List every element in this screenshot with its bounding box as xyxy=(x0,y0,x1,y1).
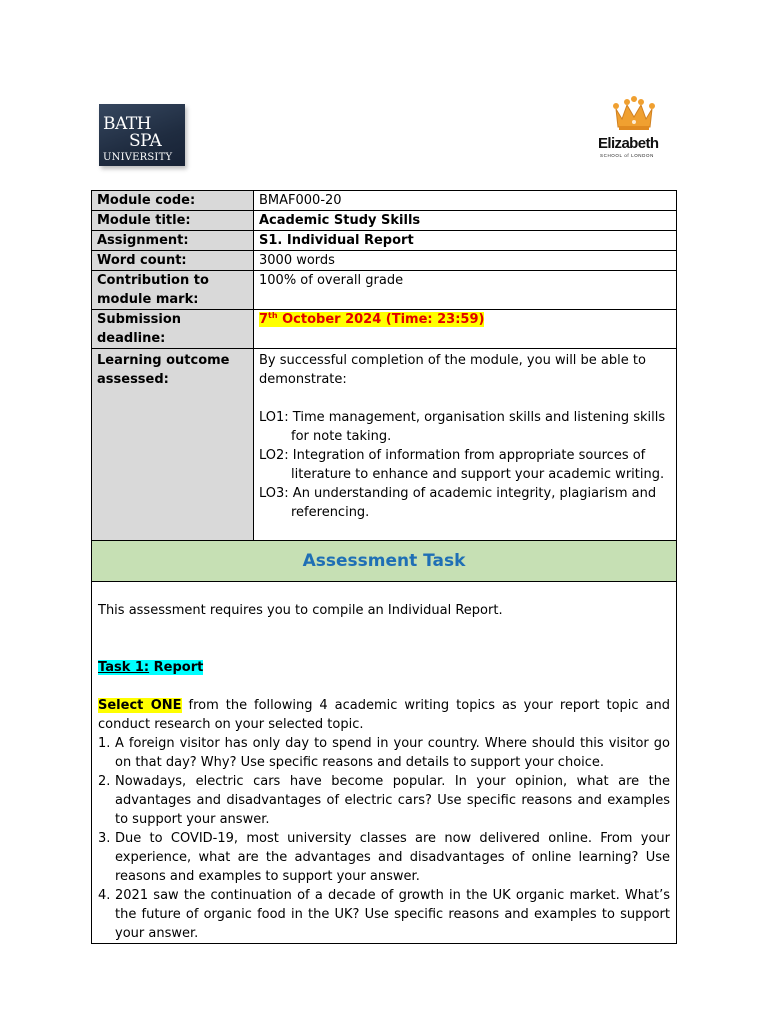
learning-outcome-list xyxy=(259,408,671,522)
contribution-row xyxy=(92,271,677,310)
module-title-label: Module title: xyxy=(92,211,254,231)
topic-item xyxy=(98,886,670,943)
module-code-value: BMAF000-20 xyxy=(254,191,677,211)
topic-text: 2021 saw the continuation of a decade of growth in the UK organic market. What’s the future of organic food in the UK? Use specific reasons and examples to support your answer. xyxy=(115,888,670,941)
task-name: Report xyxy=(149,660,204,675)
deadline-highlight xyxy=(259,312,484,327)
submission-deadline-label: Submission deadline: xyxy=(92,310,254,349)
learning-outcome-item: LO1: Time management, organisation skills and listening skills for note taking. xyxy=(259,410,666,444)
topic-text: Nowadays, electric cars have become popular. In your opinion, what are the advantages and disadvantages of electric cars? Use specific reasons and examples to support your answer. xyxy=(115,774,670,827)
module-title-row xyxy=(92,211,677,231)
word-count-label: Word count: xyxy=(92,251,254,271)
topic-item xyxy=(98,772,670,829)
assessment-body-row xyxy=(92,582,677,944)
logo-text-bath: BATH xyxy=(103,114,152,134)
logo-text-university: UNIVERSITY xyxy=(103,152,173,163)
contribution-value: 100% of overall grade xyxy=(254,271,677,310)
module-code-label: Module code: xyxy=(92,191,254,211)
select-instruction xyxy=(98,696,670,734)
topic-number: 4. xyxy=(98,888,111,903)
assessment-task-header: Assessment Task xyxy=(92,541,677,582)
deadline-rest: October 2024 (Time: 23:59) xyxy=(277,312,485,327)
topic-number: 1. xyxy=(98,736,111,751)
assessment-body xyxy=(92,582,677,944)
logo-text-spa: SPA xyxy=(129,131,162,151)
task-heading xyxy=(98,658,670,677)
deadline-suffix: th xyxy=(268,311,278,320)
topic-item xyxy=(98,829,670,886)
select-instruction-text: from the following 4 academic writing topics as your report topic and conduct research on your selected topic. xyxy=(98,698,670,732)
logo-text-elizabeth: Elizabeth xyxy=(598,135,659,152)
bath-spa-university-logo xyxy=(99,104,185,166)
module-code-row xyxy=(92,191,677,211)
topic-text: A foreign visitor has only day to spend in your country. Where should this visitor go on that day? Why? Use specific reasons and details to support your choice. xyxy=(115,736,670,770)
learning-outcome-value xyxy=(254,349,677,541)
assessment-task-header-row xyxy=(92,541,677,582)
topic-number: 2. xyxy=(98,774,111,789)
learning-outcome-label: Learning outcome assessed: xyxy=(92,349,254,541)
topic-list xyxy=(98,734,670,943)
assignment-brief-table xyxy=(91,190,677,944)
topic-number: 3. xyxy=(98,831,111,846)
assignment-value: S1. Individual Report xyxy=(254,231,677,251)
word-count-row xyxy=(92,251,677,271)
module-title-value: Academic Study Skills xyxy=(254,211,677,231)
crown-icon xyxy=(612,95,656,133)
task-number: Task 1: xyxy=(98,660,150,675)
topic-text: Due to COVID-19, most university classes are now delivered online. From your experience, what are the advantages and disadvantages of online learning? Use reasons and examples to support your answer. xyxy=(115,831,670,884)
submission-deadline-value xyxy=(254,310,677,349)
learning-outcome-row xyxy=(92,349,677,541)
elizabeth-school-logo xyxy=(598,95,670,163)
topic-item xyxy=(98,734,670,772)
assignment-row xyxy=(92,231,677,251)
submission-deadline-row xyxy=(92,310,677,349)
word-count-value: 3000 words xyxy=(254,251,677,271)
learning-outcome-intro: By successful completion of the module, you will be able to demonstrate: xyxy=(259,353,646,387)
learning-outcome-item: LO3: An understanding of academic integrity, plagiarism and referencing. xyxy=(259,486,657,520)
assignment-label: Assignment: xyxy=(92,231,254,251)
contribution-label: Contribution to module mark: xyxy=(92,271,254,310)
assessment-intro: This assessment requires you to compile an Individual Report. xyxy=(98,603,503,618)
logo-text-school-of-london: SCHOOL of LONDON xyxy=(600,153,654,158)
task-title-highlight xyxy=(98,660,203,675)
deadline-day: 7 xyxy=(259,312,269,327)
learning-outcome-item: LO2: Integration of information from appropriate sources of literature to enhance and support your academic writing. xyxy=(259,448,665,482)
select-one-highlight: Select ONE xyxy=(98,698,182,713)
